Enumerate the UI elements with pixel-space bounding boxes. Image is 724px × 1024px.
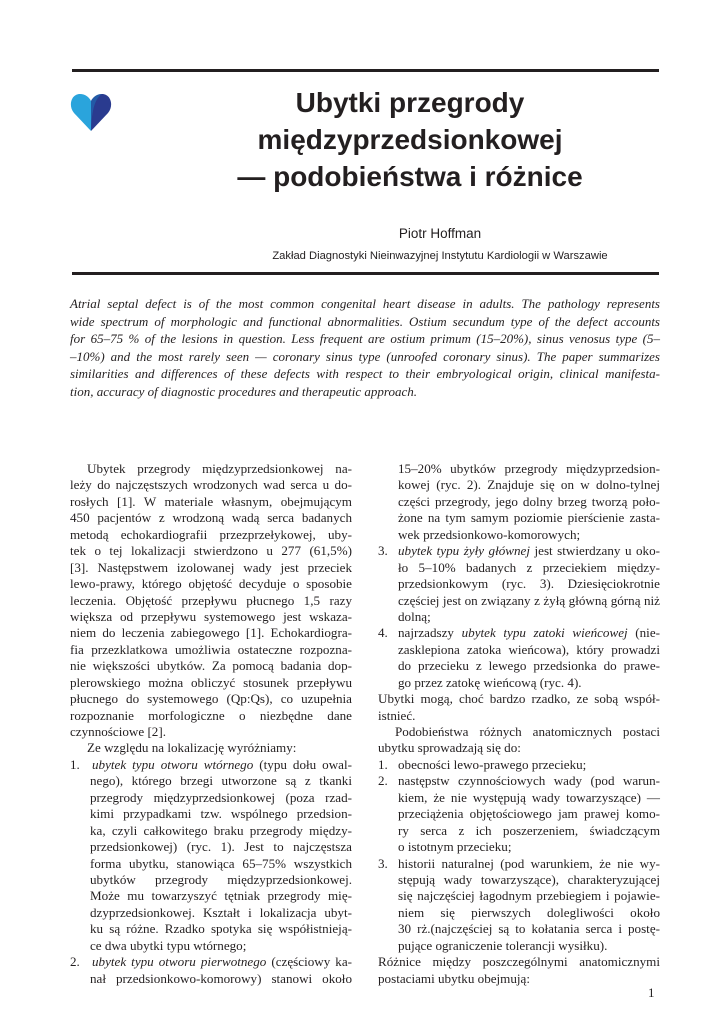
- list-number: 1.: [70, 756, 80, 772]
- list-item-first-line: [378, 625, 660, 641]
- body-line: lewo-prawy, którego objętość decyduje o sposobie: [70, 576, 352, 592]
- body-line: istnieć.: [378, 707, 416, 723]
- list-item-first-line: [378, 543, 660, 559]
- body-line: pujące ograniczenie tolerancji wysiłku).: [398, 937, 608, 953]
- body-line: nego), którego brzegi utworzone są z tkanki: [90, 773, 352, 789]
- body-line: metodą echokardiografii przezprzełykowej, uby-: [70, 526, 352, 542]
- list-item-first-line: [378, 773, 660, 789]
- defect-type-term: ubytek typu otworu pierwotnego: [92, 954, 267, 970]
- right-column: [378, 461, 660, 987]
- defect-type-term: ubytek typu żyły głównej: [398, 543, 531, 559]
- body-line: niem się pierwszych dolegliwości około: [398, 904, 660, 920]
- body-line: fia przezklatkowa umożliwia ostateczne rozpozna-: [70, 641, 352, 657]
- defect-type-term: ubytek typu zatoki wieńcowej: [461, 625, 628, 641]
- abstract-line: tion, accuracy of diagnostic procedures and therapeutic approach.: [70, 383, 417, 399]
- abstract-line: Atrial septal defect is of the most common congenital heart disease in adults. The pathology represents: [70, 296, 660, 311]
- body-line: postaciami ubytku obejmują:: [378, 970, 531, 986]
- body-line: [3]. Następstwem izolowanej wady jest przeciek: [70, 559, 352, 575]
- title-line-1: Ubytki przegrody: [295, 87, 525, 118]
- body-line: nał przedsionkowo-komorowy) stanowi około: [90, 970, 352, 986]
- abstract-line: –10%) and the most rarely seen — coronary sinus type (unroofed coronary sinus). The paper summarizes: [70, 348, 660, 364]
- body-text: jest stwierdzany u oko-: [530, 543, 660, 559]
- body-line: większa od przepływu systemowego jest wskaza-: [70, 608, 352, 624]
- body-line: przedsionkowym (ryc. 3). Dziesięciokrotnie: [398, 576, 660, 592]
- body-line: Ze względu na lokalizację wyróżniamy:: [87, 740, 297, 756]
- body-line: dzyprzedsionkowej. Kształt i lokalizacja ubyt-: [90, 904, 352, 920]
- body-line: Ubytek przegrody międzyprzedsionkowej na-: [87, 461, 352, 476]
- body-line: przedsionkowej) (ryc. 1). Jest to najczęstsza: [90, 839, 352, 855]
- heart-logo-icon: [70, 92, 112, 132]
- defect-type-term: ubytek typu otworu wtórnego: [92, 756, 254, 772]
- header-divider: [72, 272, 659, 275]
- list-item-first-line: [378, 757, 660, 773]
- list-number: 2.: [70, 954, 80, 970]
- body-line: nie większości ubytków. Za pomocą badania dop-: [70, 658, 352, 674]
- body-line: przegrody międzyprzedsionkowej (poza rzad-: [90, 789, 352, 805]
- list-number: 3.: [378, 855, 388, 871]
- body-line: zasklepiona zatoka wieńcowa), który prowadzi: [398, 641, 660, 657]
- body-line: 30 rż.(najczęściej są to kołatania serca i postę-: [398, 921, 660, 937]
- article-title: [130, 84, 690, 195]
- body-line: go przez zatokę wieńcową (ryc. 4).: [398, 674, 582, 690]
- body-line: ubytków przegrody międzyprzedsionkowej.: [90, 871, 352, 887]
- affiliation: Zakład Diagnostyki Nieinwazyjnej Instytutu Kardiologii w Warszawie: [272, 250, 608, 262]
- body-line: ka, czyli całkowitego braku przegrody między-: [90, 822, 352, 838]
- body-line: rosłych [1]. W materiale własnym, obejmującym: [70, 493, 352, 509]
- body-line: części przegrody, jego dolny brzeg tworzą poło-: [398, 493, 660, 509]
- body-line: 450 pacjentów z wrodzoną wadą serca badanych: [70, 510, 352, 526]
- body-text: historii naturalnej (pod warunkiem, że nie wy-: [398, 855, 660, 871]
- body-line: niem do leczenia zabiegowego [1]. Echokardiogra-: [70, 625, 352, 641]
- body-line: ubytku sprowadzają się do:: [378, 740, 521, 756]
- body-line: o istotnym przecieku;: [398, 839, 512, 855]
- list-item-first-line: [70, 954, 352, 970]
- body-line: Może mu towarzyszyć tętniak przegrody mię-: [90, 888, 352, 904]
- body-line: Podobieństwa różnych anatomicznych postaci: [395, 724, 660, 739]
- top-rule: [72, 69, 659, 72]
- body-line: leży do najczęstszych wrodzonych wad serca u do-: [70, 477, 352, 493]
- abstract-line: similarities and differences of these defects with respect to their embryological origin, clinical manifesta-: [70, 366, 660, 381]
- left-column: [70, 461, 352, 987]
- body-line: płucnego do systemowego (Qp:Qs), co uzupełnia: [70, 691, 352, 707]
- body-line: kimi przypadkami tzw. wspólnego przedsion-: [90, 806, 352, 822]
- body-line: przeciążenia objętościowego jam prawej komo-: [398, 806, 660, 822]
- body-line: Ubytki mogą, choć bardzo rzadko, ze sobą współ-: [378, 691, 660, 707]
- list-number: 2.: [378, 773, 388, 789]
- list-item-first-line: [70, 757, 352, 773]
- body-line: Różnice między poszczególnymi anatomicznymi: [378, 954, 660, 970]
- list-item-first-line: [378, 856, 660, 872]
- body-line: ło 5–10% badanych z przeciekiem między-: [398, 559, 660, 575]
- body-line: tek o tej lokalizacji stwierdzono u 277 (61,5%): [70, 543, 352, 559]
- body-line: leczenia. Objętość przepływu płucnego 1,5 razy: [70, 592, 352, 608]
- body-text: obecności lewo-prawego przecieku;: [398, 756, 587, 772]
- body-line: rozpoznanie morfologiczne o niezbędne dane: [70, 707, 352, 723]
- body-line: częściej jest on związany z żyłą główną górną niż: [398, 592, 660, 608]
- body-line: kowej (ryc. 2). Znajduje się on w dolno-tylnej: [398, 477, 660, 493]
- body-line: plerowskiego można obliczyć stosunek przepływu: [70, 674, 352, 690]
- body-line: ce dwa ubytki typu wtórnego;: [90, 937, 247, 953]
- body-line: ry serca z ich poszerzeniem, świadczącym: [398, 822, 660, 838]
- body-line: się najczęściej łagodnym przebiegiem i pojawie-: [398, 888, 660, 904]
- title-line-2: międzyprzedsionkowej: [257, 124, 563, 155]
- body-line: wek przedsionkowo-komorowych;: [398, 526, 581, 542]
- list-number: 4.: [378, 625, 388, 641]
- body-line: 15–20% ubytków przegrody międzyprzedsion-: [398, 461, 660, 476]
- abstract-line: for 65–75 % of the lesions in question. Less frequent are ostium primum (15–20%), sinus venosus type (5–: [70, 331, 660, 346]
- list-number: 1.: [378, 756, 388, 772]
- body-line: czynnościowe [2].: [70, 724, 166, 739]
- body-text: (częściowy ka-: [266, 954, 352, 970]
- body-line: ku są różne. Rzadko spotyka się współistnieją-: [90, 921, 352, 937]
- list-number: 3.: [378, 543, 388, 559]
- body-line: żone na tym samym poziomie pierścienie zasta-: [398, 510, 660, 526]
- body-line: forma ubytku, stanowiąca 65–75% wszystkich: [90, 855, 352, 871]
- abstract: [70, 295, 660, 400]
- body-line: do przecieku z lewego przedsionka do prawe-: [398, 658, 660, 674]
- body-text: najrzadszy: [398, 625, 462, 641]
- author-name: Piotr Hoffman: [398, 226, 482, 241]
- body-line: kiem, że nie występują wady towarzyszące) —: [398, 789, 660, 805]
- body-text: (nie-: [627, 625, 660, 641]
- body-text: (typu dołu owal-: [253, 756, 352, 772]
- body-line: stępują wady towarzyszące), charakteryzującej: [398, 871, 660, 887]
- abstract-line: wide spectrum of morphologic and functional abnormalities. Ostium secundum type of the defect accounts: [70, 313, 660, 329]
- body-line: dolną;: [398, 608, 431, 624]
- title-line-3: — podobieństwa i różnice: [237, 161, 583, 192]
- page-number: 1: [648, 985, 655, 1000]
- body-text: następstw czynnościowych wady (pod warun-: [398, 773, 660, 789]
